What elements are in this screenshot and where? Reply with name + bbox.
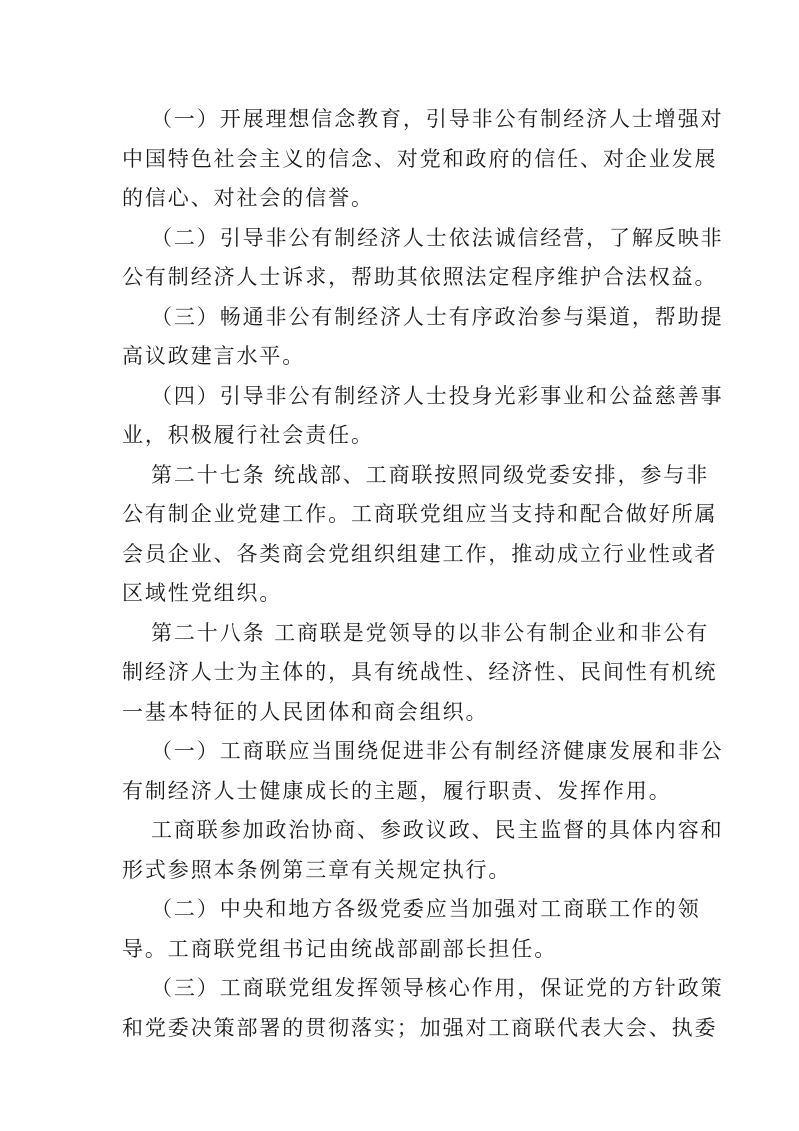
- text-line: 制经济人士为主体的，具有统战性、经济性、民间性有机统: [122, 660, 718, 684]
- paragraph-lawful-operation: [122, 219, 724, 298]
- text-line: （三）工商联党组发挥领导核心作用，保证党的方针政策: [151, 976, 724, 1000]
- paragraph-party-leadership: [122, 890, 701, 969]
- text-line: 第二十八条 工商联是党领导的以非公有制企业和非公有: [151, 620, 710, 645]
- text-line: （三）畅通非公有制经济人士有序政治参与渠道，帮助提: [151, 304, 724, 329]
- text-line: 有制经济人士健康成长的主题，履行职责、发挥作用。: [122, 778, 672, 803]
- text-line: 区域性党组织。: [122, 581, 283, 605]
- text-line: 高议政建言水平。: [122, 344, 306, 368]
- article-28: [122, 614, 718, 733]
- paragraph-party-group-core: [122, 969, 724, 1048]
- text-line: 会员企业、各类商会党组织组建工作，推动成立行业性或者: [122, 541, 718, 566]
- text-line: （二）中央和地方各级党委应当加强对工商联工作的领: [151, 897, 701, 921]
- text-line: 一基本特征的人民团体和商会组织。: [122, 699, 489, 724]
- text-line: 工商联参加政治协商、参政议政、民主监督的具体内容和: [151, 818, 724, 842]
- text-line: 导。工商联党组书记由统战部副部长担任。: [122, 936, 558, 961]
- text-line: （四）引导非公有制经济人士投身光彩事业和公益慈善事: [151, 383, 724, 408]
- text-line: （一）开展理想信念教育，引导非公有制经济人士增强对: [151, 107, 724, 131]
- text-line: （一）工商联应当围绕促进非公有制经济健康发展和非公: [151, 739, 724, 763]
- text-line: 公有制经济人士诉求，帮助其依照法定程序维护合法权益。: [122, 265, 718, 289]
- text-line: 第二十七条 统战部、工商联按照同级党委安排，参与非: [151, 462, 710, 487]
- paragraph-federation-role: [122, 732, 724, 811]
- text-line: 中国特色社会主义的信念、对党和政府的信任、对企业发展: [122, 146, 718, 171]
- text-line: 业，积极履行社会责任。: [122, 423, 374, 447]
- paragraph-consultation-reference: [122, 811, 724, 890]
- document-body: [122, 100, 724, 1048]
- text-line: 的信心、对社会的信誉。: [122, 186, 374, 210]
- paragraph-ideal-belief-education: [122, 100, 724, 219]
- article-27: [122, 456, 718, 614]
- paragraph-social-responsibility: [122, 377, 724, 456]
- text-line: 和党委决策部署的贯彻落实；加强对工商联代表大会、执委: [122, 1015, 718, 1040]
- text-line: 公有制企业党建工作。工商联党组应当支持和配合做好所属: [122, 502, 718, 526]
- paragraph-political-participation: [122, 298, 724, 377]
- text-line: （二）引导非公有制经济人士依法诚信经营，了解反映非: [151, 225, 724, 250]
- text-line: 形式参照本条例第三章有关规定执行。: [122, 857, 512, 882]
